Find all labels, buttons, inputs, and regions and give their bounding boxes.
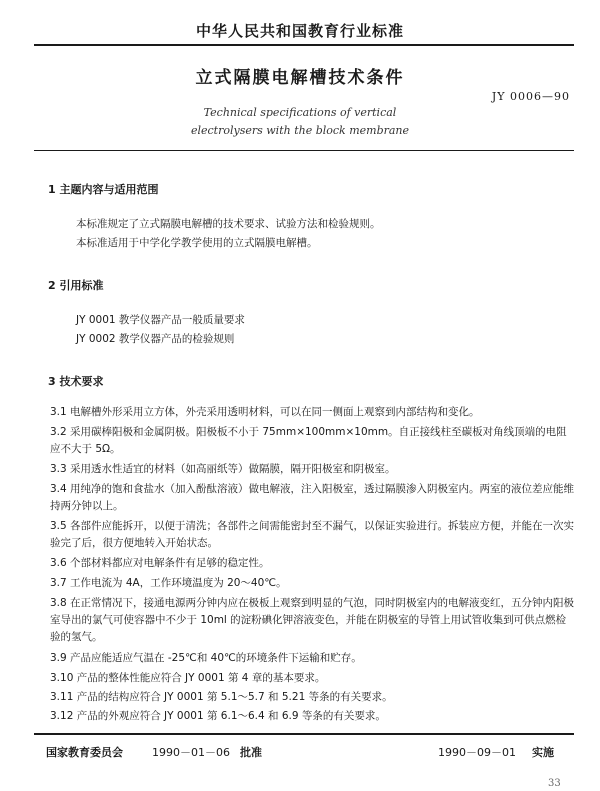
header-rule <box>34 44 574 46</box>
implementation-label: 实施 <box>532 746 554 759</box>
clause-3-6: 3.6 个部材料都应对电解条件有足够的稳定性。 <box>50 557 270 569</box>
clause-3-10: 3.10 产品的整体性能应符合 JY 0001 第 4 章的基本要求。 <box>50 672 326 684</box>
clause-3-7: 3.7 工作电流为 4A，工作环境温度为 20～40℃。 <box>50 577 287 589</box>
clause-3-9: 3.9 产品应能适应气温在 -25℃和 40℃的环境条件下运输和贮存。 <box>50 652 362 664</box>
english-title-line-2: electrolysers with the block membrane <box>190 124 410 137</box>
issuing-authority: 国家教育委员会 <box>46 746 123 759</box>
clause-3-12: 3.12 产品的外观应符合 JY 0001 第 6.1～6.4 和 6.9 等条的有关要求。 <box>50 710 386 722</box>
standard-code: JY 0006—90 <box>491 90 570 103</box>
reference-item: JY 0002 教学仪器产品的检验规则 <box>76 333 235 345</box>
document-title: 立式隔膜电解槽技术条件 <box>195 68 405 88</box>
reference-item: JY 0001 教学仪器产品一般质量要求 <box>76 314 245 326</box>
implementation-date: 1990－09－01 <box>438 746 516 759</box>
footer-rule <box>34 733 574 735</box>
clause-3-4: 3.4 用纯净的饱和食盐水（加入酚酞溶液）做电解液，注入阳极室，透过隔膜渗入阴极室内。两室的液位差应能维持两分钟以上。 <box>50 483 575 512</box>
section-3-heading: 3 技术要求 <box>48 375 104 388</box>
clause-3-1: 3.1 电解槽外形采用立方体，外壳采用透明材料，可以在同一侧面上观察到内部结构和变化。 <box>50 406 480 418</box>
approval-date: 1990－01－06 <box>152 746 230 759</box>
clause-3-3: 3.3 采用透水性适宜的材料（如高丽纸等）做隔膜，隔开阳极室和阴极室。 <box>50 463 396 475</box>
clause-3-8: 3.8 在正常情况下，接通电源两分钟内应在极板上观察到明显的气泡，同时阴极室内的电解液变红，五分钟内阳极室导出的氯气可使容器中不少于 10ml 的淀粉碘化钾溶液变色，并能在阴极室的导管上用试管收集到可供点燃检验的氢气。 <box>50 597 575 643</box>
clause-3-5: 3.5 各部件应能拆开，以便于清洗；各部件之间需能密封至不漏气，以保证实验进行。拆装应方便，并能在一次实验完了后，很方便地转入开始状态。 <box>50 520 575 549</box>
section-2-heading: 2 引用标准 <box>48 279 104 292</box>
standard-category-header: 中华人民共和国教育行业标准 <box>195 22 404 40</box>
section-1-heading: 1 主题内容与适用范围 <box>48 183 159 196</box>
clause-3-2: 3.2 采用碳棒阳极和金属阴极。阳极板不小于 75mm×100mm×10mm。自正接线柱至碳板对角线顶端的电阻应不大于 5Ω。 <box>50 426 567 455</box>
approval-label: 批准 <box>240 746 262 759</box>
english-title-line-1: Technical specifications of vertical <box>203 106 397 119</box>
title-rule <box>34 150 574 151</box>
section-1-para-2: 本标准适用于中学化学教学使用的立式隔膜电解槽。 <box>76 237 318 249</box>
page-number: 33 <box>548 778 561 789</box>
section-1-para-1: 本标准规定了立式隔膜电解槽的技术要求、试验方法和检验规则。 <box>76 218 381 230</box>
clause-3-11: 3.11 产品的结构应符合 JY 0001 第 5.1～5.7 和 5.21 等条的有关要求。 <box>50 691 393 703</box>
